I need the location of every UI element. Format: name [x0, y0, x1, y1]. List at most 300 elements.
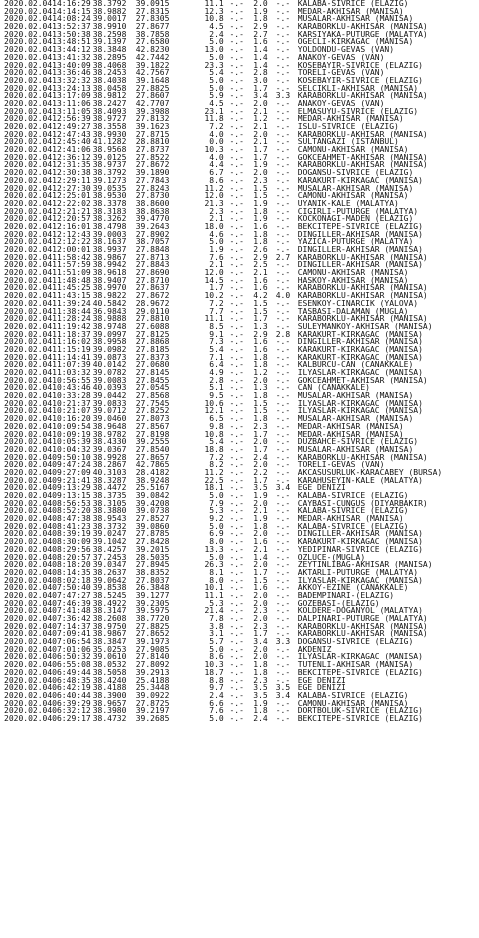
mw-magnitude-cell: -.-	[275, 460, 291, 470]
date-cell: 2020.02.04	[4, 637, 53, 647]
depth-cell: 5.4	[209, 437, 224, 447]
location-cell: KARABORKLU-AKHISAR (MANISA)	[297, 452, 428, 462]
date-cell: 2020.02.04	[4, 475, 53, 485]
mw-magnitude-cell: -.-	[275, 398, 291, 408]
depth-cell: 12.0	[204, 191, 224, 201]
depth-cell: 8.1	[209, 567, 224, 577]
date-cell: 2020.02.04	[4, 237, 53, 247]
location-cell: GOZEBASI-(ELAZIG)	[297, 598, 380, 608]
date-cell: 2020.02.04	[4, 583, 53, 593]
depth-cell: 5.0	[209, 713, 224, 723]
date-cell: 2020.02.04	[4, 198, 53, 208]
longitude-cell: 27.8305	[135, 14, 170, 24]
latitude-cell: 38.3792	[92, 0, 127, 8]
date-cell: 2020.02.04	[4, 145, 53, 155]
mw-magnitude-cell: -.-	[275, 29, 291, 39]
ml-magnitude-cell: 2.0	[253, 168, 268, 178]
ml-magnitude-cell: 1.2	[253, 368, 268, 377]
ml-magnitude-cell: 2.3	[253, 421, 268, 431]
ml-magnitude-cell: 1.7	[253, 629, 268, 639]
latitude-cell: 41.1282	[92, 137, 127, 147]
latitude-cell: 38.9648	[92, 421, 127, 431]
md-magnitude-cell: -.-	[229, 713, 244, 723]
latitude-cell: 39.0125	[92, 152, 127, 162]
latitude-cell: 38.9928	[92, 452, 127, 462]
location-cell: KALABA-SIVRICE (ELAZIG)	[297, 506, 409, 516]
time-cell: 06:40:44	[52, 690, 91, 700]
time-cell: 09:13:29	[52, 483, 91, 493]
depth-cell: 23.3	[204, 60, 224, 70]
date-cell: 2020.02.04	[4, 690, 53, 700]
time-cell: 12:49:27	[52, 122, 91, 131]
ml-magnitude-cell: 1.7	[253, 475, 268, 485]
mw-magnitude-cell: -.-	[275, 444, 291, 454]
date-cell: 2020.02.04	[4, 414, 53, 424]
longitude-cell: 27.8540	[135, 444, 170, 454]
depth-cell: 4.5	[209, 98, 224, 108]
latitude-cell: 38.2637	[92, 567, 127, 577]
time-cell: 11:51:09	[52, 268, 91, 278]
md-magnitude-cell: -.-	[229, 352, 244, 362]
latitude-cell: 38.9812	[92, 91, 127, 101]
time-cell: 07:09:41	[52, 629, 91, 639]
depth-cell: 12.0	[204, 268, 224, 278]
time-cell: 14:16:29	[52, 0, 91, 8]
ml-magnitude-cell: 2.1	[253, 137, 268, 147]
time-cell: 06:55:08	[52, 660, 91, 670]
ml-magnitude-cell: 1.5	[253, 575, 268, 585]
md-magnitude-cell: -.-	[229, 391, 244, 401]
latitude-cell: 39.0460	[92, 414, 127, 424]
location-cell: CAMONU-AKHISAR (MANISA)	[297, 268, 409, 278]
mw-magnitude-cell: -.-	[275, 168, 291, 178]
latitude-cell: 40.0393	[92, 383, 127, 393]
time-cell: 06:49:44	[52, 667, 91, 677]
date-cell: 2020.02.04	[4, 398, 53, 408]
date-cell: 2020.02.04	[4, 467, 53, 477]
mw-magnitude-cell: 3.3	[275, 91, 291, 101]
location-cell: KARABORKLU-AKHISAR (MANISA)	[297, 91, 428, 101]
ml-magnitude-cell: 1.4	[253, 52, 268, 62]
location-cell: TASBASI-DALAMAN (MUGLA)	[297, 306, 409, 316]
mw-magnitude-cell: -.-	[275, 98, 291, 108]
longitude-cell: 27.8715	[135, 129, 170, 139]
latitude-cell: 38.9748	[92, 321, 127, 331]
ml-magnitude-cell: 3.5	[253, 683, 268, 693]
mw-magnitude-cell: -.-	[275, 337, 291, 347]
date-cell: 2020.02.04	[4, 98, 53, 108]
ml-magnitude-cell: 3.5	[253, 690, 268, 700]
mw-magnitude-cell: -.-	[275, 0, 291, 8]
latitude-cell: 40.5842	[92, 298, 127, 308]
longitude-cell: 39.3988	[135, 106, 170, 116]
date-cell: 2020.02.04	[4, 206, 53, 216]
date-cell: 2020.02.04	[4, 298, 53, 308]
longitude-cell: 27.8252	[135, 406, 170, 416]
latitude-cell: 39.0782	[92, 368, 127, 377]
ml-magnitude-cell: 2.9	[253, 22, 268, 32]
ml-magnitude-cell: 3.0	[253, 75, 268, 85]
longitude-cell: 39.1648	[135, 75, 170, 85]
date-cell: 2020.02.04	[4, 652, 53, 662]
date-cell: 2020.02.04	[4, 245, 53, 254]
ml-magnitude-cell: 2.9	[253, 252, 268, 262]
mw-magnitude-cell: -.-	[275, 52, 291, 62]
md-magnitude-cell: -.-	[229, 567, 244, 577]
ml-magnitude-cell: 1.8	[253, 667, 268, 677]
longitude-cell: 27.8198	[135, 429, 170, 439]
mw-magnitude-cell: -.-	[275, 352, 291, 362]
ml-magnitude-cell: 2.0	[253, 129, 268, 139]
time-cell: 07:41:48	[52, 606, 91, 616]
md-magnitude-cell: -.-	[229, 306, 244, 316]
time-cell: 08:29:56	[52, 544, 91, 554]
location-cell: ESENKOY-CINARCIK (YALOVA)	[297, 298, 419, 308]
ml-magnitude-cell: 1.9	[253, 214, 268, 224]
md-magnitude-cell: -.-	[229, 467, 244, 477]
mw-magnitude-cell: -.-	[275, 344, 291, 354]
depth-cell: 7.2	[209, 452, 224, 462]
md-magnitude-cell: -.-	[229, 252, 244, 262]
latitude-cell: 38.2598	[92, 29, 127, 39]
time-cell: 12:29:11	[52, 175, 91, 185]
md-magnitude-cell: -.-	[229, 60, 244, 70]
latitude-cell: 38.3105	[92, 498, 127, 508]
longitude-cell: 27.8185	[135, 344, 170, 354]
latitude-cell: 38.0532	[92, 660, 127, 670]
mw-magnitude-cell: -.-	[275, 544, 291, 554]
date-cell: 2020.02.04	[4, 291, 53, 301]
depth-cell: 6.7	[209, 168, 224, 178]
time-cell: 11:39:24	[52, 298, 91, 308]
location-cell: KARAKURT-KIRKAGAC (MANISA)	[297, 352, 423, 362]
longitude-cell: 27.7545	[135, 398, 170, 408]
mw-magnitude-cell: -.-	[275, 583, 291, 593]
latitude-cell: 39.0712	[92, 406, 127, 416]
date-cell: 2020.02.04	[4, 375, 53, 385]
location-cell: TUTENLI-AKHISAR (MANISA)	[297, 660, 414, 670]
mw-magnitude-cell: -.-	[275, 298, 291, 308]
md-magnitude-cell: -.-	[229, 268, 244, 278]
md-magnitude-cell: -.-	[229, 344, 244, 354]
time-cell: 09:50:10	[52, 452, 91, 462]
depth-cell: 9.2	[209, 514, 224, 524]
mw-magnitude-cell: -.-	[275, 567, 291, 577]
date-cell: 2020.02.04	[4, 114, 53, 124]
depth-cell: 2.4	[209, 29, 224, 39]
ml-magnitude-cell: 2.0	[253, 644, 268, 654]
depth-cell: 13.3	[204, 544, 224, 554]
latitude-cell: 38.9888	[92, 314, 127, 324]
latitude-cell: 39.0535	[92, 183, 127, 193]
latitude-cell: 38.2453	[92, 68, 127, 78]
md-magnitude-cell: -.-	[229, 214, 244, 224]
mw-magnitude-cell: -.-	[275, 160, 291, 170]
location-cell: MUSALAR-AKHISAR (MANISA)	[297, 14, 414, 24]
longitude-cell: 27.8677	[135, 22, 170, 32]
md-magnitude-cell: -.-	[229, 575, 244, 585]
location-cell: KALBURCU-CAN (CANAKKALE)	[297, 360, 414, 370]
date-cell: 2020.02.04	[4, 168, 53, 178]
longitude-cell: 27.6580	[135, 37, 170, 47]
longitude-cell: 39.2643	[135, 221, 170, 231]
time-cell: 12:12:22	[52, 237, 91, 247]
ml-magnitude-cell: 1.8	[253, 414, 268, 424]
latitude-cell: 39.0083	[92, 375, 127, 385]
mw-magnitude-cell: -.-	[275, 506, 291, 516]
md-magnitude-cell: -.-	[229, 421, 244, 431]
location-cell: EGE DENIZI	[297, 675, 346, 685]
ml-magnitude-cell: 1.4	[253, 45, 268, 55]
time-cell: 08:18:20	[52, 560, 91, 570]
md-magnitude-cell: -.-	[229, 491, 244, 500]
ml-magnitude-cell: 1.7	[253, 567, 268, 577]
time-cell: 11:03:32	[52, 368, 91, 377]
ml-magnitude-cell: 3.5	[253, 483, 268, 493]
latitude-cell: 38.9543	[92, 514, 127, 524]
date-cell: 2020.02.04	[4, 667, 53, 677]
ml-magnitude-cell: 1.4	[253, 552, 268, 562]
longitude-cell: 38.9248	[135, 475, 170, 485]
date-cell: 2020.02.04	[4, 83, 53, 93]
time-cell: 09:27:09	[52, 467, 91, 477]
longitude-cell: 27.8073	[135, 414, 170, 424]
longitude-cell: 27.8730	[135, 191, 170, 201]
longitude-cell: 42.7567	[135, 68, 170, 78]
depth-cell: 3.8	[209, 621, 224, 631]
longitude-cell: 27.8848	[135, 245, 170, 254]
latitude-cell: 40.3103	[92, 467, 127, 477]
depth-cell: 12.3	[204, 6, 224, 16]
mw-magnitude-cell: -.-	[275, 644, 291, 654]
mw-magnitude-cell: -.-	[275, 529, 291, 539]
depth-cell: 5.0	[209, 521, 224, 531]
location-cell: DUZBAHCE-SIVRICE (ELAZIG)	[297, 437, 419, 447]
md-magnitude-cell: -.-	[229, 6, 244, 16]
time-cell: 09:21:41	[52, 475, 91, 485]
latitude-cell: 38.4257	[92, 544, 127, 554]
ml-magnitude-cell: 1.5	[253, 406, 268, 416]
md-magnitude-cell: -.-	[229, 152, 244, 162]
latitude-cell: 38.9867	[92, 629, 127, 639]
ml-magnitude-cell: 1.7	[253, 429, 268, 439]
latitude-cell: 38.3287	[92, 475, 127, 485]
time-cell: 12:41:06	[52, 145, 91, 155]
location-cell: BEKCITEPE-SIVRICE (ELAZIG)	[297, 667, 423, 677]
location-cell: UYANIK-KALE (MALATYA)	[297, 198, 399, 208]
time-cell: 13:40:09	[52, 60, 91, 70]
md-magnitude-cell: -.-	[229, 45, 244, 55]
location-cell: ILYASLAR-KIRKAGAC (MANISA)	[297, 406, 423, 416]
location-cell: OZLUCE-(MUGLA)	[297, 552, 366, 562]
ml-magnitude-cell: 1.6	[253, 275, 268, 285]
depth-cell: 18.1	[204, 483, 224, 493]
location-cell: OGECLI-KIRKAGAC (MANISA)	[297, 37, 414, 47]
ml-magnitude-cell: 2.1	[253, 106, 268, 116]
depth-cell: 11.1	[204, 0, 224, 8]
date-cell: 2020.02.04	[4, 706, 53, 716]
depth-cell: 12.1	[204, 406, 224, 416]
depth-cell: 21.3	[204, 198, 224, 208]
longitude-cell: 27.8672	[135, 291, 170, 301]
longitude-cell: 42.7707	[135, 98, 170, 108]
latitude-cell: 36.9843	[92, 306, 127, 316]
ml-magnitude-cell: 1.2	[253, 114, 268, 124]
ml-magnitude-cell: 1.7	[253, 444, 268, 454]
md-magnitude-cell: -.-	[229, 221, 244, 231]
latitude-cell: 39.1273	[92, 175, 127, 185]
time-cell: 09:47:24	[52, 460, 91, 470]
latitude-cell: 38.3847	[92, 637, 127, 647]
time-cell: 14:08:24	[52, 14, 91, 24]
md-magnitude-cell: -.-	[229, 437, 244, 447]
latitude-cell: 38.3558	[92, 122, 127, 131]
date-cell: 2020.02.04	[4, 129, 53, 139]
md-magnitude-cell: -.-	[229, 368, 244, 377]
ml-magnitude-cell: 1.5	[253, 191, 268, 201]
longitude-cell: 27.8037	[135, 575, 170, 585]
depth-cell: 10.2	[204, 291, 224, 301]
location-cell: KARABORKLU-AKHISAR (MANISA)	[297, 621, 428, 631]
location-cell: KARABORKLU-AKHISAR (MANISA)	[297, 283, 428, 293]
latitude-cell: 37.2453	[92, 552, 127, 562]
location-cell: DORTBOLUK-SIVRICE (ELAZIG)	[297, 706, 423, 716]
ml-magnitude-cell: 2.3	[253, 175, 268, 185]
date-cell: 2020.02.04	[4, 191, 53, 201]
mw-magnitude-cell: -.-	[275, 368, 291, 377]
mw-magnitude-cell: -.-	[275, 314, 291, 324]
latitude-cell: 38.5058	[92, 667, 127, 677]
md-magnitude-cell: -.-	[229, 698, 244, 708]
mw-magnitude-cell: -.-	[275, 360, 291, 370]
mw-magnitude-cell: -.-	[275, 60, 291, 70]
ml-magnitude-cell: 2.8	[253, 68, 268, 78]
mw-magnitude-cell: -.-	[275, 675, 291, 685]
longitude-cell: 27.8825	[135, 83, 170, 93]
time-cell: 06:29:17	[52, 713, 91, 723]
mw-magnitude-cell: -.-	[275, 275, 291, 285]
location-cell: ILYASLAR-KIRKAGAC (MANISA)	[297, 652, 423, 662]
date-cell: 2020.02.04	[4, 567, 53, 577]
md-magnitude-cell: -.-	[229, 652, 244, 662]
date-cell: 2020.02.04	[4, 175, 53, 185]
location-cell: KARABORKLU-AKHISAR (MANISA)	[297, 129, 428, 139]
mw-magnitude-cell: -.-	[275, 667, 291, 677]
time-cell: 14:14:15	[52, 6, 91, 16]
depth-cell: 5.0	[209, 52, 224, 62]
longitude-cell: 27.8725	[135, 698, 170, 708]
time-cell: 12:27:30	[52, 183, 91, 193]
date-cell: 2020.02.04	[4, 14, 53, 24]
longitude-cell: 27.0680	[135, 360, 170, 370]
latitude-cell: 38.2895	[92, 52, 127, 62]
longitude-cell: 28.4182	[135, 467, 170, 477]
latitude-cell: 38.4330	[92, 437, 127, 447]
time-cell: 12:21:21	[52, 206, 91, 216]
time-cell: 11:07:39	[52, 360, 91, 370]
depth-cell: 9.1	[209, 329, 224, 339]
date-cell: 2020.02.04	[4, 6, 53, 16]
mw-magnitude-cell: -.-	[275, 137, 291, 147]
depth-cell: 5.7	[209, 637, 224, 647]
md-magnitude-cell: -.-	[229, 606, 244, 616]
location-cell: KALABA-SIVRICE (ELAZIG)	[297, 491, 409, 500]
md-magnitude-cell: -.-	[229, 14, 244, 24]
time-cell: 13:11:06	[52, 98, 91, 108]
mw-magnitude-cell: -.-	[275, 198, 291, 208]
location-cell: CAMONU-AKHISAR (MANISA)	[297, 698, 409, 708]
longitude-cell: 27.8657	[135, 452, 170, 462]
ml-magnitude-cell: 1.9	[253, 198, 268, 208]
time-cell: 10:43:46	[52, 383, 91, 393]
depth-cell: 5.0	[209, 644, 224, 654]
ml-magnitude-cell: 1.9	[253, 160, 268, 170]
ml-magnitude-cell: 1.8	[253, 660, 268, 670]
time-cell: 11:18:37	[52, 329, 91, 339]
longitude-cell: 27.8243	[135, 183, 170, 193]
depth-cell: 7.2	[209, 122, 224, 131]
ml-magnitude-cell: 2.4	[253, 452, 268, 462]
md-magnitude-cell: -.-	[229, 22, 244, 32]
latitude-cell: 38.3183	[92, 206, 127, 216]
latitude-cell: 39.1397	[92, 37, 127, 47]
ml-magnitude-cell: 2.0	[253, 0, 268, 8]
date-cell: 2020.02.04	[4, 275, 53, 285]
longitude-cell: 39.0738	[135, 506, 170, 516]
ml-magnitude-cell: 1.5	[253, 306, 268, 316]
time-cell: 12:00:01	[52, 245, 91, 254]
md-magnitude-cell: -.-	[229, 360, 244, 370]
latitude-cell: 38.3880	[92, 506, 127, 516]
mw-magnitude-cell: -.-	[275, 221, 291, 231]
md-magnitude-cell: -.-	[229, 590, 244, 600]
location-cell: SELCIKLI-AKHISAR (MANISA)	[297, 83, 419, 93]
mw-magnitude-cell: -.-	[275, 391, 291, 401]
location-cell: CAMONU-AKHISAR (MANISA)	[297, 145, 409, 155]
latitude-cell: 39.0873	[92, 352, 127, 362]
md-magnitude-cell: -.-	[229, 91, 244, 101]
date-cell: 2020.02.04	[4, 260, 53, 270]
md-magnitude-cell: -.-	[229, 37, 244, 47]
longitude-cell: 27.8567	[135, 421, 170, 431]
latitude-cell: 38.1637	[92, 237, 127, 247]
date-cell: 2020.02.04	[4, 137, 53, 147]
md-magnitude-cell: -.-	[229, 260, 244, 270]
ml-magnitude-cell: 1.5	[253, 183, 268, 193]
md-magnitude-cell: -.-	[229, 206, 244, 216]
location-cell: KARABORKLU-AKHISAR (MANISA)	[297, 314, 428, 324]
date-cell: 2020.02.04	[4, 483, 53, 493]
md-magnitude-cell: -.-	[229, 29, 244, 39]
mw-magnitude-cell: -.-	[275, 575, 291, 585]
location-cell: MUSALAR-AKHISAR (MANISA)	[297, 183, 414, 193]
location-cell: YAZICA-PUTURGE (MALATYA)	[297, 237, 414, 247]
depth-cell: 6.6	[209, 698, 224, 708]
md-magnitude-cell: -.-	[229, 183, 244, 193]
mw-magnitude-cell: -.-	[275, 660, 291, 670]
depth-cell: 11.1	[204, 314, 224, 324]
date-cell: 2020.02.04	[4, 698, 53, 708]
longitude-cell: 27.8713	[135, 252, 170, 262]
date-cell: 2020.02.04	[4, 506, 53, 516]
latitude-cell: 38.9407	[92, 275, 127, 285]
ml-magnitude-cell: 1.8	[253, 229, 268, 239]
mw-magnitude-cell: 4.0	[275, 291, 291, 301]
md-magnitude-cell: -.-	[229, 106, 244, 116]
longitude-cell: 27.8125	[135, 329, 170, 339]
time-cell: 13:50:38	[52, 29, 91, 39]
depth-cell: 11.2	[204, 467, 224, 477]
